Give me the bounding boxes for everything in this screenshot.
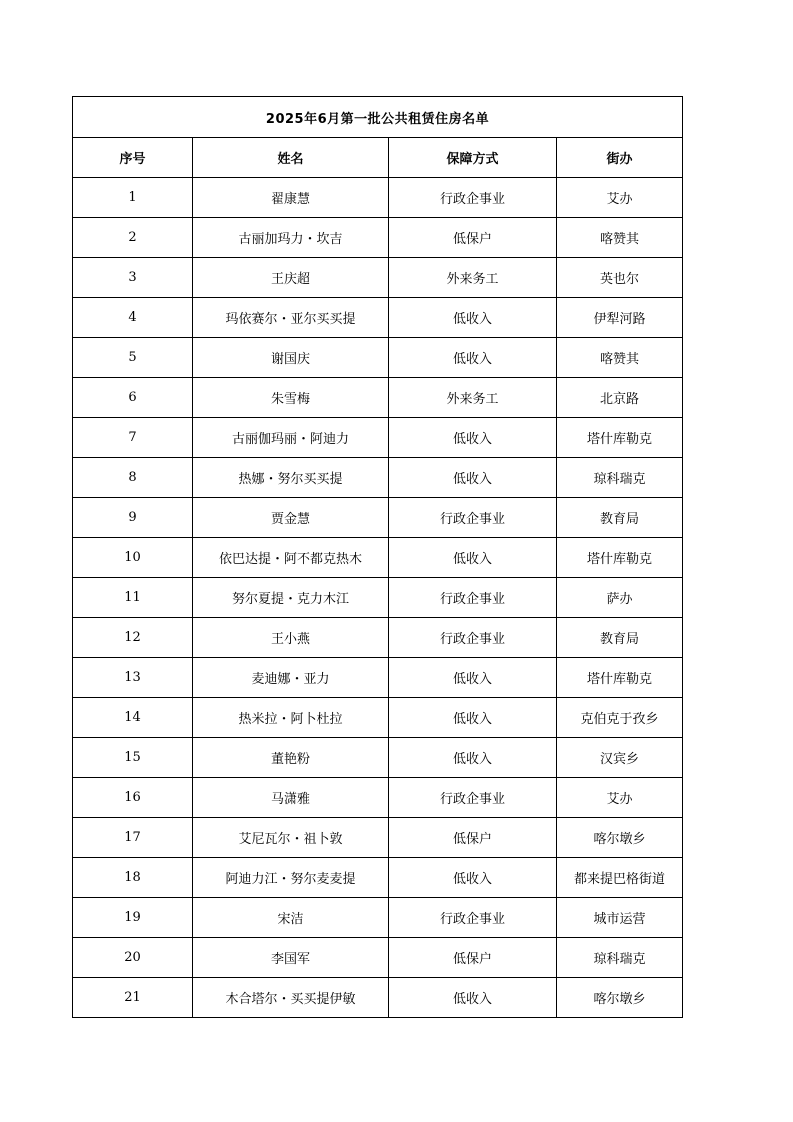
guarantee-type-cell: 外来务工 — [389, 378, 557, 418]
serial-cell: 5 — [73, 338, 193, 378]
table-row — [73, 738, 683, 778]
guarantee-type-cell: 低保户 — [389, 938, 557, 978]
guarantee-type-cell: 行政企事业 — [389, 178, 557, 218]
guarantee-type-cell: 低收入 — [389, 458, 557, 498]
serial-cell: 6 — [73, 378, 193, 418]
subdistrict-cell: 教育局 — [557, 618, 683, 658]
serial-cell: 12 — [73, 618, 193, 658]
subdistrict-cell: 艾办 — [557, 178, 683, 218]
subdistrict-cell: 汉宾乡 — [557, 738, 683, 778]
serial-cell: 4 — [73, 298, 193, 338]
table-row — [73, 618, 683, 658]
serial-cell: 20 — [73, 938, 193, 978]
document-title: 2025年6月第一批公共租赁住房名单 — [73, 97, 683, 138]
name-cell: 谢国庆 — [193, 338, 389, 378]
serial-cell: 15 — [73, 738, 193, 778]
guarantee-type-cell: 行政企事业 — [389, 578, 557, 618]
serial-cell: 19 — [73, 898, 193, 938]
name-cell: 热娜・努尔买买提 — [193, 458, 389, 498]
guarantee-type-cell: 低保户 — [389, 818, 557, 858]
subdistrict-cell: 喀尔墩乡 — [557, 818, 683, 858]
name-cell: 翟康慧 — [193, 178, 389, 218]
table-row — [73, 658, 683, 698]
subdistrict-cell: 克伯克于孜乡 — [557, 698, 683, 738]
subdistrict-cell: 琼科瑞克 — [557, 458, 683, 498]
header-row — [73, 138, 683, 178]
name-cell: 阿迪力江・努尔麦麦提 — [193, 858, 389, 898]
column-header-subdistrict: 街办 — [557, 138, 683, 178]
guarantee-type-cell: 低收入 — [389, 978, 557, 1018]
table-row — [73, 458, 683, 498]
guarantee-type-cell: 低收入 — [389, 658, 557, 698]
serial-cell: 21 — [73, 978, 193, 1018]
column-header-guarantee-type: 保障方式 — [389, 138, 557, 178]
name-cell: 李国军 — [193, 938, 389, 978]
subdistrict-cell: 英也尔 — [557, 258, 683, 298]
subdistrict-cell: 城市运营 — [557, 898, 683, 938]
table-row — [73, 258, 683, 298]
name-cell: 麦迪娜・亚力 — [193, 658, 389, 698]
name-cell: 朱雪梅 — [193, 378, 389, 418]
subdistrict-cell: 喀赞其 — [557, 218, 683, 258]
serial-cell: 13 — [73, 658, 193, 698]
subdistrict-cell: 教育局 — [557, 498, 683, 538]
table-body — [73, 178, 683, 1018]
name-cell: 马潇雅 — [193, 778, 389, 818]
name-cell: 宋洁 — [193, 898, 389, 938]
subdistrict-cell: 塔什库勒克 — [557, 418, 683, 458]
subdistrict-cell: 塔什库勒克 — [557, 658, 683, 698]
table-row — [73, 178, 683, 218]
serial-cell: 16 — [73, 778, 193, 818]
serial-cell: 8 — [73, 458, 193, 498]
subdistrict-cell: 艾办 — [557, 778, 683, 818]
guarantee-type-cell: 行政企事业 — [389, 778, 557, 818]
subdistrict-cell: 塔什库勒克 — [557, 538, 683, 578]
serial-cell: 7 — [73, 418, 193, 458]
guarantee-type-cell: 低收入 — [389, 858, 557, 898]
table-row — [73, 818, 683, 858]
table-row — [73, 218, 683, 258]
name-cell: 艾尼瓦尔・祖卜敦 — [193, 818, 389, 858]
column-header-name: 姓名 — [193, 138, 389, 178]
guarantee-type-cell: 低收入 — [389, 738, 557, 778]
subdistrict-cell: 琼科瑞克 — [557, 938, 683, 978]
table-row — [73, 978, 683, 1018]
name-cell: 木合塔尔・买买提伊敏 — [193, 978, 389, 1018]
table-row — [73, 698, 683, 738]
name-cell: 董艳粉 — [193, 738, 389, 778]
table-row — [73, 338, 683, 378]
table-row — [73, 418, 683, 458]
table-row — [73, 578, 683, 618]
table-row — [73, 538, 683, 578]
subdistrict-cell: 都来提巴格街道 — [557, 858, 683, 898]
table-row — [73, 898, 683, 938]
column-header-serial: 序号 — [73, 138, 193, 178]
table-row — [73, 298, 683, 338]
subdistrict-cell: 伊犁河路 — [557, 298, 683, 338]
serial-cell: 14 — [73, 698, 193, 738]
guarantee-type-cell: 低收入 — [389, 298, 557, 338]
serial-cell: 2 — [73, 218, 193, 258]
subdistrict-cell: 喀尔墩乡 — [557, 978, 683, 1018]
guarantee-type-cell: 低收入 — [389, 418, 557, 458]
table-row — [73, 938, 683, 978]
serial-cell: 1 — [73, 178, 193, 218]
table-row — [73, 778, 683, 818]
serial-cell: 10 — [73, 538, 193, 578]
roster-table — [72, 96, 683, 1018]
title-row — [73, 97, 683, 138]
name-cell: 热米拉・阿卜杜拉 — [193, 698, 389, 738]
guarantee-type-cell: 外来务工 — [389, 258, 557, 298]
guarantee-type-cell: 低保户 — [389, 218, 557, 258]
guarantee-type-cell: 低收入 — [389, 338, 557, 378]
subdistrict-cell: 萨办 — [557, 578, 683, 618]
table-row — [73, 498, 683, 538]
name-cell: 玛依赛尔・亚尔买买提 — [193, 298, 389, 338]
subdistrict-cell: 喀赞其 — [557, 338, 683, 378]
guarantee-type-cell: 行政企事业 — [389, 898, 557, 938]
name-cell: 努尔夏提・克力木江 — [193, 578, 389, 618]
name-cell: 贾金慧 — [193, 498, 389, 538]
name-cell: 王庆超 — [193, 258, 389, 298]
table-row — [73, 378, 683, 418]
guarantee-type-cell: 低收入 — [389, 698, 557, 738]
name-cell: 古丽伽玛丽・阿迪力 — [193, 418, 389, 458]
name-cell: 依巴达提・阿不都克热木 — [193, 538, 389, 578]
serial-cell: 3 — [73, 258, 193, 298]
serial-cell: 17 — [73, 818, 193, 858]
guarantee-type-cell: 低收入 — [389, 538, 557, 578]
guarantee-type-cell: 行政企事业 — [389, 618, 557, 658]
subdistrict-cell: 北京路 — [557, 378, 683, 418]
table-row — [73, 858, 683, 898]
serial-cell: 11 — [73, 578, 193, 618]
guarantee-type-cell: 行政企事业 — [389, 498, 557, 538]
serial-cell: 9 — [73, 498, 193, 538]
name-cell: 王小燕 — [193, 618, 389, 658]
name-cell: 古丽加玛力・坎吉 — [193, 218, 389, 258]
serial-cell: 18 — [73, 858, 193, 898]
